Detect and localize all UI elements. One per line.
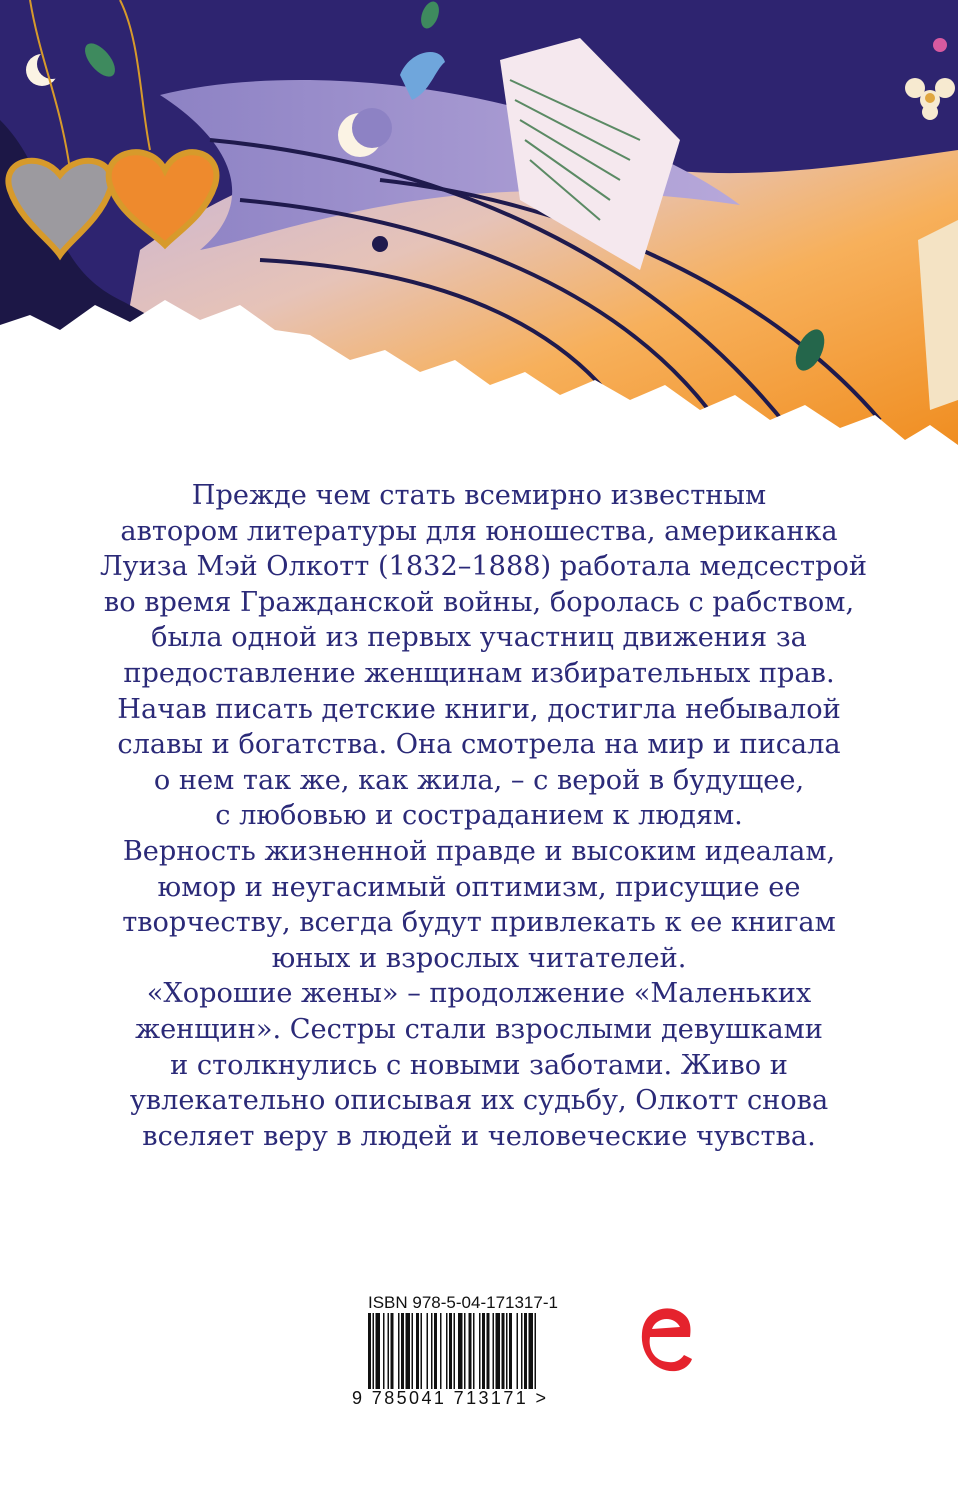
publisher-logo-icon — [638, 1303, 696, 1377]
blurb-line: предоставление женщинам избирательных прав. — [123, 657, 835, 689]
blurb-line: автором литературы для юношества, американка — [120, 515, 838, 547]
isbn-label: ISBN 978-5-04-171317-1 — [368, 1293, 558, 1312]
blurb-line: женщин». Сестры стали взрослыми девушками — [135, 1013, 823, 1045]
barcode-bar — [529, 1313, 534, 1389]
barcode-bar — [398, 1313, 400, 1389]
barcode-bar — [440, 1313, 442, 1389]
barcode-bar — [496, 1313, 501, 1389]
blurb-line: юмор и неугасимый оптимизм, присущие ее — [157, 871, 801, 903]
blurb-line: о нем так же, как жила, – с верой в будущее, — [153, 764, 805, 796]
barcode-bar — [482, 1313, 485, 1389]
barcode-bar — [524, 1313, 527, 1389]
string-knot — [372, 236, 388, 252]
blurb-line: вселяет веру в людей и человеческие чувства. — [142, 1120, 816, 1152]
barcode-bar — [434, 1313, 437, 1389]
barcode-bar — [401, 1313, 404, 1389]
blurb-line: Начав писать детские книги, достигла небывалой — [117, 693, 841, 725]
barcode-bar — [431, 1313, 433, 1389]
barcode-bar — [521, 1313, 523, 1389]
barcode-bar — [473, 1313, 475, 1389]
barcode-bar — [376, 1313, 381, 1389]
barcode-bar — [454, 1313, 456, 1389]
blurb-line: творчеству, всегда будут привлекать к ее книгам — [122, 907, 836, 939]
barcode — [368, 1313, 586, 1389]
blurb-line: была одной из первых участниц движения за — [151, 622, 807, 654]
barcode-bar — [479, 1313, 481, 1389]
barcode-bar — [373, 1313, 375, 1389]
annotation-text — [100, 478, 867, 1154]
blurb-line: славы и богатства. Она смотрела на мир и писала — [117, 729, 841, 761]
barcode-bar — [469, 1313, 472, 1389]
barcode-bar — [493, 1313, 495, 1389]
barcode-bar — [535, 1313, 537, 1389]
barcode-bar — [383, 1313, 385, 1389]
barcode-bar — [458, 1313, 463, 1389]
blurb-line: юных и взрослых читателей. — [271, 942, 687, 974]
barcode-bar — [368, 1313, 371, 1389]
barcode-bar — [388, 1313, 390, 1389]
barcode-bar — [449, 1313, 452, 1389]
barcode-bar — [446, 1313, 448, 1389]
barcode-bar — [464, 1313, 466, 1389]
blurb-line: во время Гражданской войны, боролась с рабством, — [103, 586, 855, 618]
barcode-bar — [509, 1313, 512, 1389]
blurb-line: Верность жизненной правде и высоким идеалам, — [122, 835, 836, 867]
cover-illustration — [0, 0, 958, 470]
barcode-bar — [427, 1313, 429, 1389]
blurb-line: увлекательно описывая их судьбу, Олкотт снова — [129, 1085, 829, 1117]
blurb-line: с любовью и состраданием к людям. — [215, 800, 743, 832]
flower-icon — [933, 38, 947, 52]
barcode-bar — [421, 1313, 423, 1389]
blurb-line: Прежде чем стать всемирно известным — [191, 480, 767, 511]
barcode-bar — [487, 1313, 490, 1389]
blurb-line: «Хорошие жены» – продолжение «Маленьких — [146, 978, 812, 1010]
blurb-line: Луиза Мэй Олкотт (1832–1888) работала медсестрой — [100, 551, 867, 583]
barcode-bar — [406, 1313, 411, 1389]
barcode-bar — [517, 1313, 519, 1389]
barcode-bar — [416, 1313, 419, 1389]
barcode-bar — [391, 1313, 394, 1389]
barcode-bar — [502, 1313, 505, 1389]
barcode-bar — [506, 1313, 508, 1389]
barcode-digits: 9 785041 713171 > — [352, 1388, 549, 1408]
blurb-line: и столкнулись с новыми заботами. Живо и — [170, 1049, 788, 1081]
barcode-bar — [412, 1313, 414, 1389]
